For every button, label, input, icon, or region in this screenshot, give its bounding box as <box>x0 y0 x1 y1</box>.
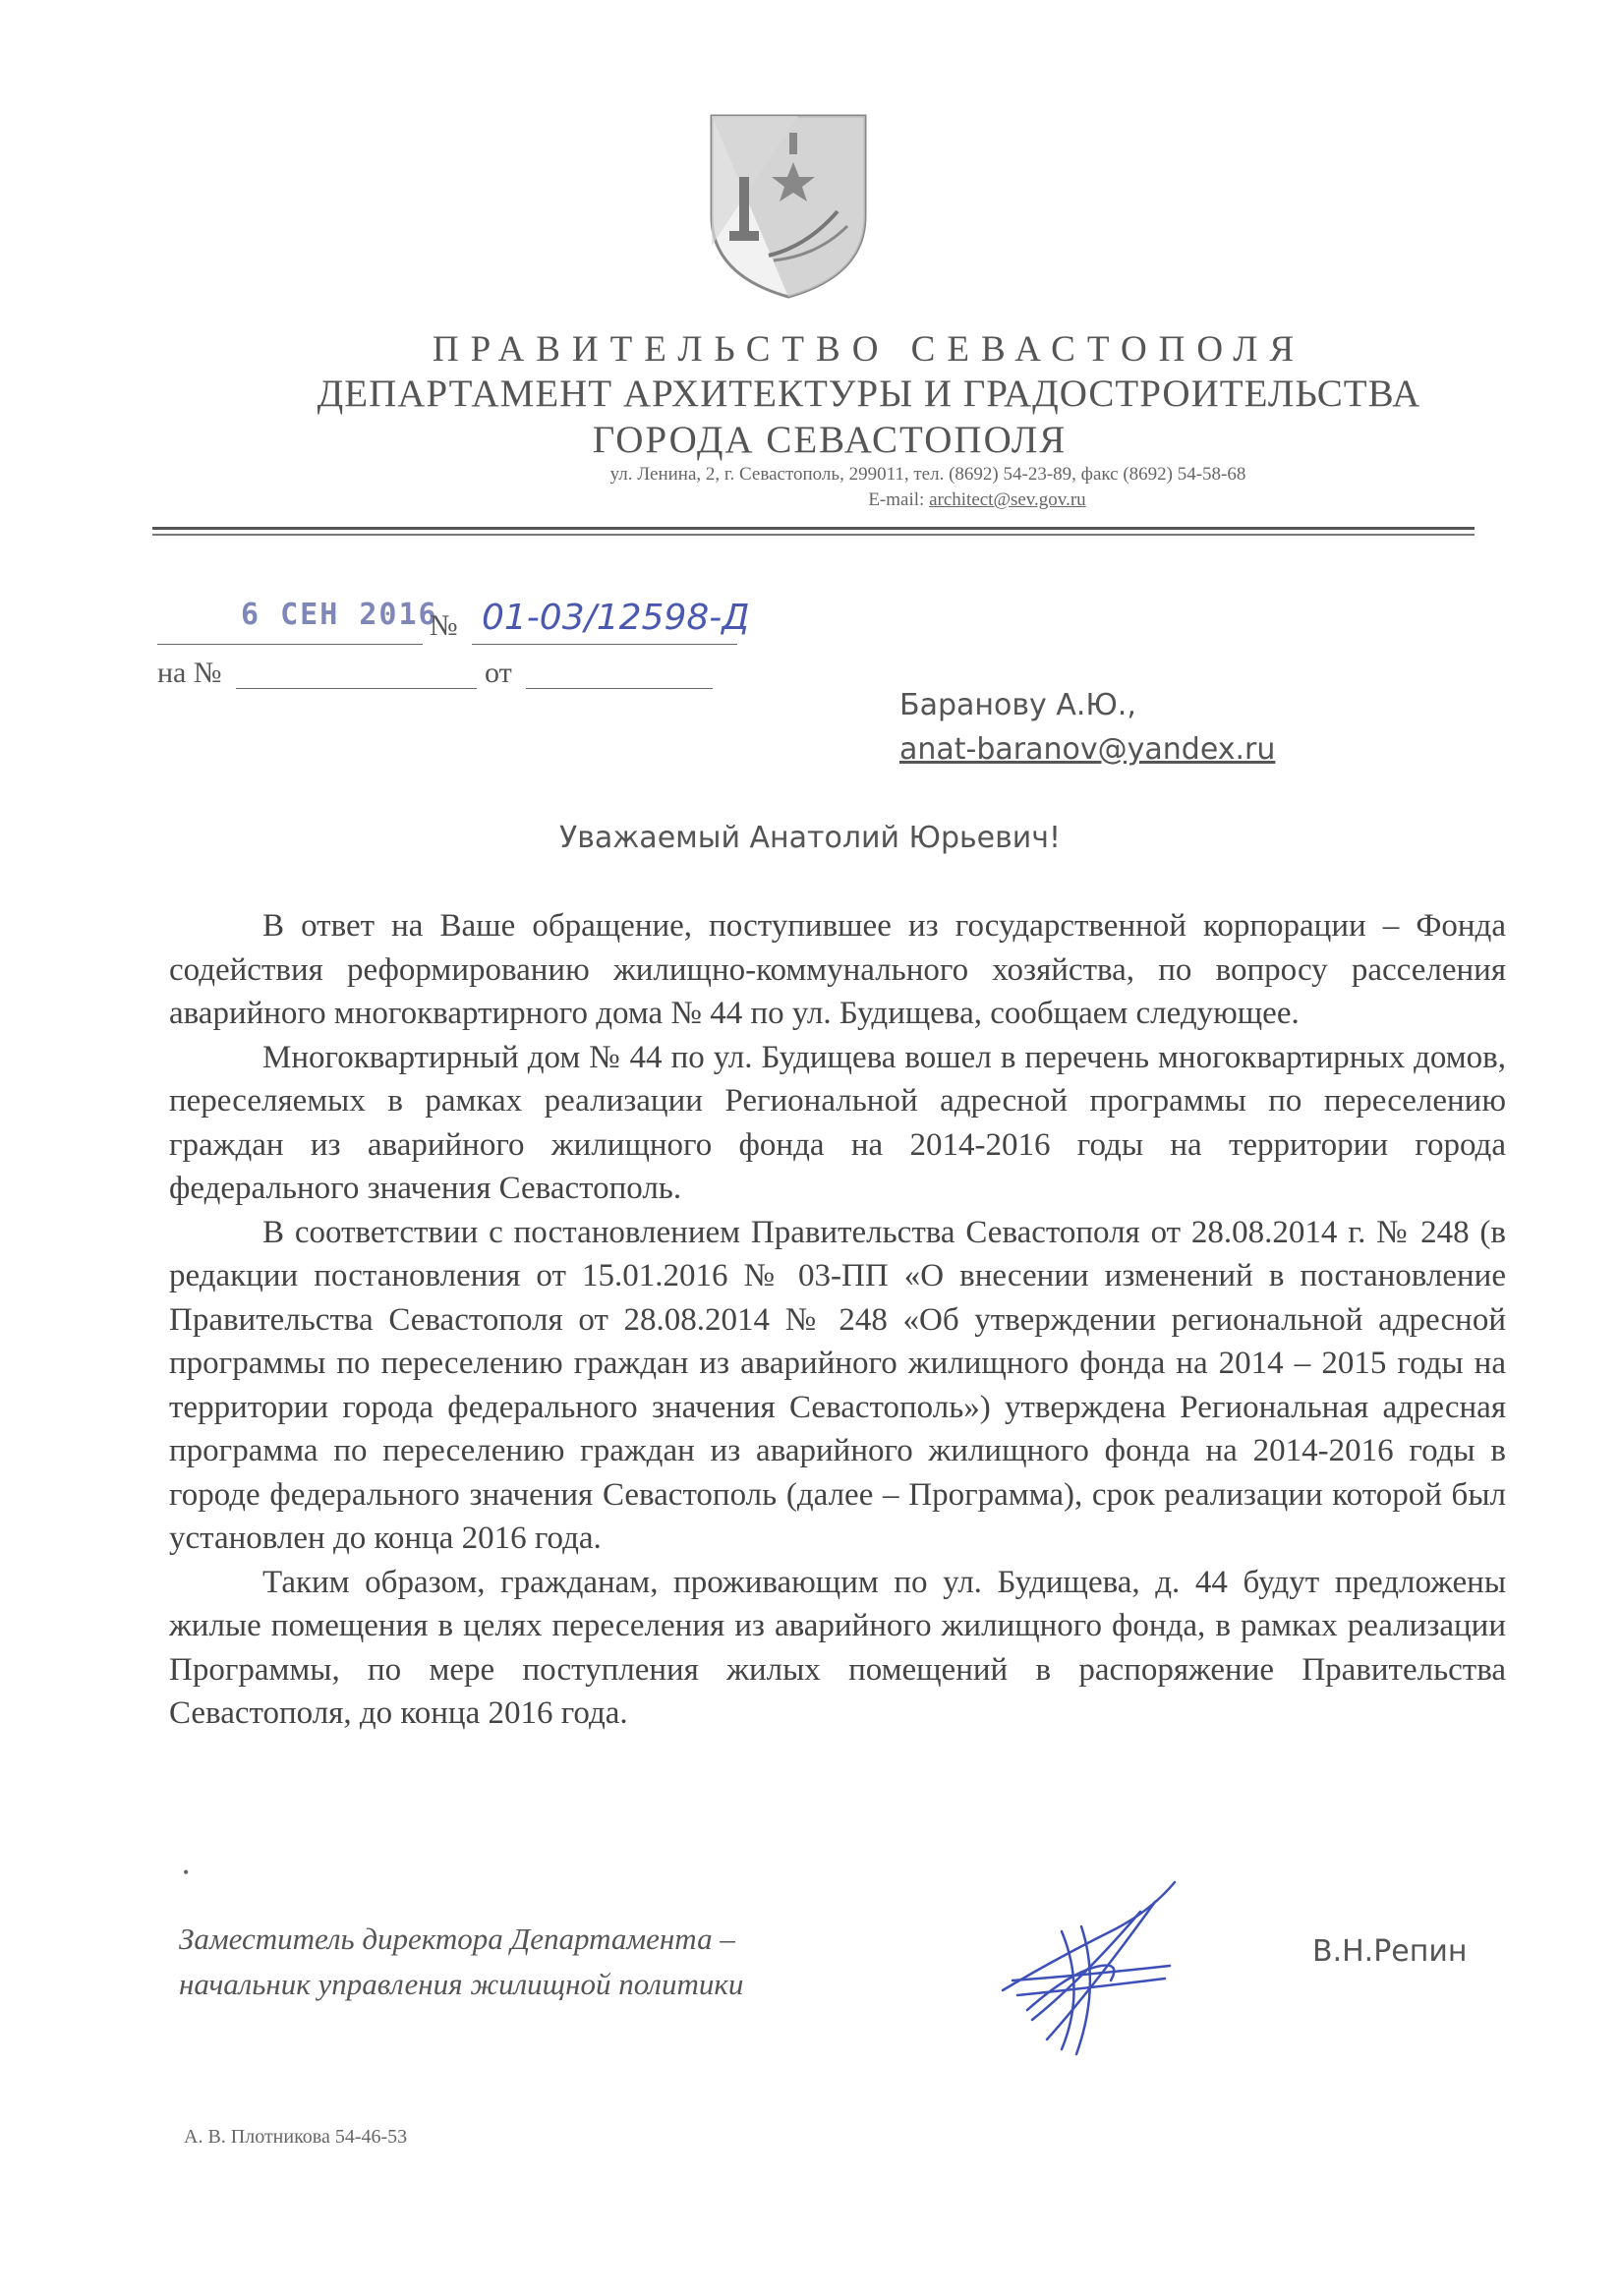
addressee-email[interactable]: anat-baranov@yandex.ru <box>899 732 1276 767</box>
from-line <box>526 688 713 689</box>
scan-speck: • <box>183 1863 190 1882</box>
addressee-name: Баранову А.Ю., <box>899 688 1136 722</box>
salutation: Уважаемый Анатолий Юрьевич! <box>558 821 1062 855</box>
letterhead-address: ул. Ленина, 2, г. Севастополь, 299011, тел. (8692) 54-23-89, факс (8692) 54-58-68 <box>609 464 1246 485</box>
signatory-name: В.Н.Репин <box>1312 1934 1468 1969</box>
letterhead-rule-thick <box>152 527 1475 530</box>
number-field-line <box>472 644 737 645</box>
letterhead-government: ПРАВИТЕЛЬСТВО СЕВАСТОПОЛЯ <box>432 329 1306 370</box>
reply-to-line <box>236 688 477 689</box>
reply-to-label: на № <box>157 657 222 689</box>
date-stamp: 6 СЕН 2016 <box>241 598 438 632</box>
date-field-line <box>157 644 423 645</box>
letterhead-email-line <box>0 489 1620 511</box>
number-sign: № <box>430 609 458 642</box>
letterhead-rule-thin <box>152 534 1475 536</box>
signatory-title-line1: Заместитель директора Департамента – <box>179 1922 735 1956</box>
email-label: E-mail: <box>868 489 925 510</box>
signatory-title <box>179 1917 743 2007</box>
from-label: от <box>485 657 512 689</box>
handwritten-signature <box>993 1872 1189 2059</box>
executor-contact: А. В. Плотникова 54-46-53 <box>184 2126 408 2148</box>
letterhead-department: ДЕПАРТАМЕНТ АРХИТЕКТУРЫ И ГРАДОСТРОИТЕЛЬСТВА <box>317 373 1421 415</box>
body-paragraph: Многоквартирный дом № 44 по ул. Будищева вошел в перечень многоквартирных домов, переселяемых в рамках реализации Региональной адресной программы по переселению граждан из аварийного жилищного фонда на 2014-2016 годы на территории города федерального значения Севастополь. <box>169 1039 1506 1206</box>
letter-body <box>169 904 1506 1736</box>
letterhead-city: ГОРОДА СЕВАСТОПОЛЯ <box>592 419 1068 461</box>
signatory-title-line2: начальник управления жилищной политики <box>179 1967 744 2001</box>
outgoing-number: 01-03/12598-Д <box>482 598 750 638</box>
letterhead-email-link[interactable]: architect@sev.gov.ru <box>929 489 1086 510</box>
body-paragraph: Таким образом, гражданам, проживающим по ул. Будищева, д. 44 будут предложены жилые помещения в целях переселения из аварийного жилищного фонда, в рамках реализации Программы, по мере поступления жилых помещений в распоряжение Правительства Севастополя, до конца 2016 года. <box>169 1564 1506 1731</box>
body-paragraph: В соответствии с постановлением Правительства Севастополя от 28.08.2014 г. № 248 (в редакции постановления от 15.01.2016 № 03-ПП «О внесении изменений в постановление Правительства Севастополя от 28.08.2014 № 248 «Об утверждении региональной адресной программы по переселению граждан из аварийного жилищного фонда на 2014 – 2015 годы на территории города федерального значения Севастополь») утверждена Региональная адресная программа по переселению граждан из аварийного жилищного фонда на 2014-2016 годы в городе федерального значения Севастополь (далее – Программа), срок реализации которой был установлен до конца 2016 года. <box>169 1214 1506 1556</box>
coat-of-arms-icon <box>700 108 877 305</box>
body-paragraph: В ответ на Ваше обращение, поступившее из государственной корпорации – Фонда содействия реформированию жилищно-коммунального хозяйства, по вопросу расселения аварийного многоквартирного дома № 44 по ул. Будищева, сообщаем следующее. <box>169 908 1506 1031</box>
